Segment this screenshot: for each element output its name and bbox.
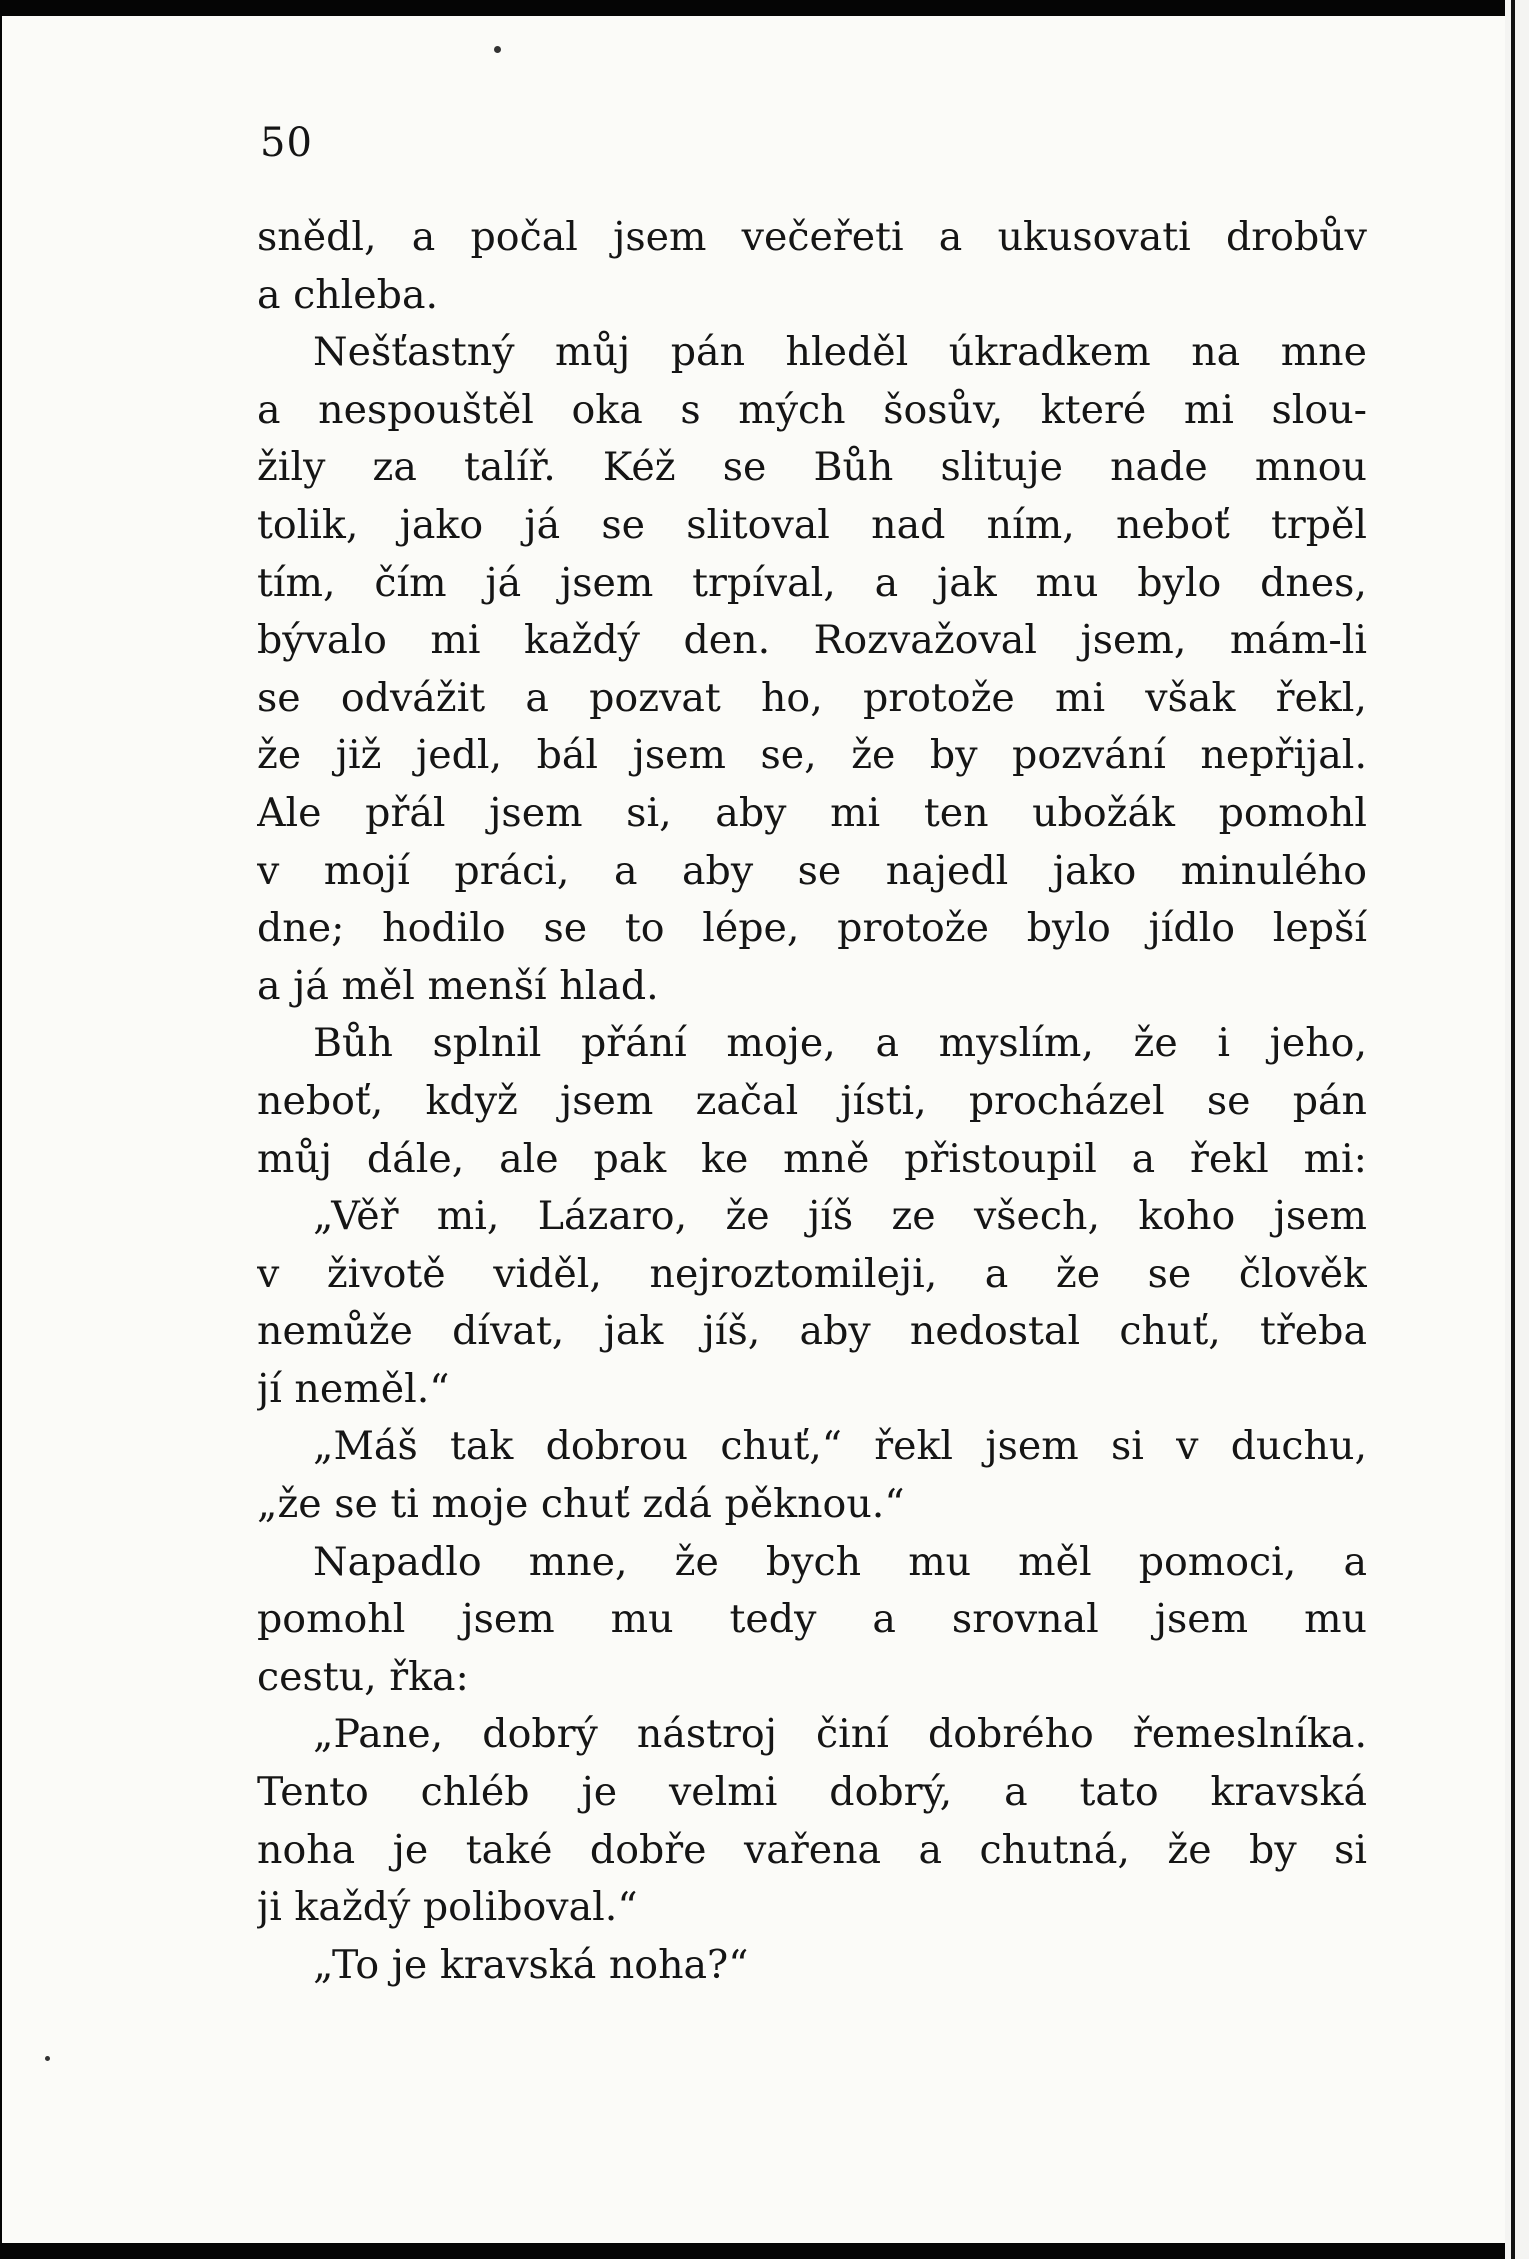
text-line: „Pane, dobrý nástroj činí dobrého řemeslníka. xyxy=(313,1711,1367,1758)
text-line: můj dále, ale pak ke mně přistoupil a řekl mi: xyxy=(257,1135,1367,1182)
text-line: „Máš tak dobrou chuť,“ řekl jsem si v duchu, xyxy=(313,1423,1367,1470)
text-line: ji každý poliboval.“ xyxy=(257,1884,638,1931)
paper-speck xyxy=(45,2056,50,2061)
text-line: a já měl menší hlad. xyxy=(257,962,659,1009)
text-line: bývalo mi každý den. Rozvažoval jsem, mám-li xyxy=(257,617,1367,664)
text-line: „Věř mi, Lázaro, že jíš ze všech, koho jsem xyxy=(313,1193,1367,1240)
text-line: noha je také dobře vařena a chutná, že by si xyxy=(257,1826,1367,1873)
text-block xyxy=(257,209,1367,1994)
text-line: snědl, a počal jsem večeřeti a ukusovati drobův xyxy=(257,214,1367,260)
page-number: 50 xyxy=(260,120,313,166)
text-line: „že se ti moje chuť zdá pěknou.“ xyxy=(257,1481,905,1528)
text-line: Tento chléb je velmi dobrý, a tato kravská xyxy=(257,1769,1367,1816)
text-line: Nešťastný můj pán hleděl úkradkem na mne xyxy=(313,329,1367,376)
text-line: Bůh splnil přání moje, a myslím, že i jeho, xyxy=(313,1020,1367,1067)
text-line: že již jedl, bál jsem se, že by pozvání nepřijal. xyxy=(257,732,1367,779)
text-line: a chleba. xyxy=(257,271,439,318)
text-line: „To je kravská noha?“ xyxy=(313,1941,749,1988)
book-page xyxy=(2,16,1505,2243)
text-line: cestu, řka: xyxy=(257,1653,469,1700)
text-line: neboť, když jsem začal jísti, procházel se pán xyxy=(257,1077,1367,1124)
text-line: jí neměl.“ xyxy=(257,1365,450,1412)
text-line: Napadlo mne, že bych mu měl pomoci, a xyxy=(313,1538,1367,1585)
text-line: a nespouštěl oka s mých šosův, které mi slou- xyxy=(257,386,1367,433)
text-line: v mojí práci, a aby se najedl jako minulého xyxy=(257,847,1367,894)
text-line: tím, čím já jsem trpíval, a jak mu bylo dnes, xyxy=(257,559,1367,606)
text-line: dne; hodilo se to lépe, protože bylo jídlo lepší xyxy=(257,905,1367,952)
text-line: v životě viděl, nejroztomileji, a že se člověk xyxy=(257,1250,1367,1297)
page-edge xyxy=(1505,0,1529,2259)
paper-speck xyxy=(494,46,501,53)
text-line: pomohl jsem mu tedy a srovnal jsem mu xyxy=(257,1596,1367,1643)
text-line: tolik, jako já se slitoval nad ním, neboť trpěl xyxy=(257,501,1367,548)
text-line: Ale přál jsem si, aby mi ten ubožák pomohl xyxy=(257,789,1367,836)
text-line: žily za talíř. Kéž se Bůh slituje nade mnou xyxy=(257,444,1367,491)
text-line: nemůže dívat, jak jíš, aby nedostal chuť, třeba xyxy=(257,1308,1367,1355)
text-line: se odvážit a pozvat ho, protože mi však řekl, xyxy=(257,674,1367,721)
